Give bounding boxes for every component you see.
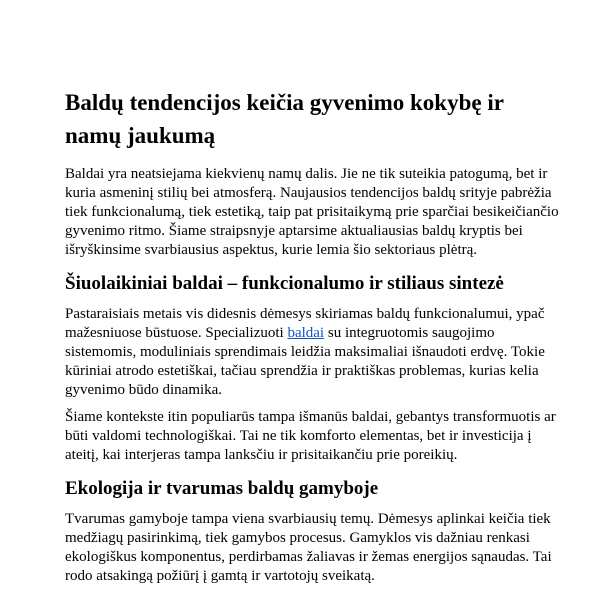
intro-paragraph: Baldai yra neatsiejama kiekvienų namų dalis. Jie ne tik suteikia patogumą, bet ir kuria asmeninį stilių bei atmosferą. Naujausios tendencijos baldų srityje pabrėžia tiek funkcionalumą, tiek estetiką, taip pat prisitaikymą prie sparčiai besikeičiančio gyvenimo ritmo. Šiame straipsnyje aptarsime aktualiausias baldų kryptis bei išryškinsime svarbiausius aspektus, kurie lemia šio sektoriaus plėtrą. — [65, 166, 559, 258]
section1-paragraph-1 — [65, 305, 560, 400]
document-title: Baldų tendencijos keičia gyvenimo kokybę ir namų jaukumą — [65, 90, 504, 148]
section-heading-ecology: Ekologija ir tvarumas baldų gamyboje — [65, 478, 379, 499]
section1-paragraph-2: Šiame kontekste itin populiarūs tampa išmanūs baldai, gebantys transformuotis ar būti valdomi technologiškai. Tai ne tik komforto elementas, bet ir investicija į ateitį, kai interjeras tampa lanksčiu ir prisitaikančiu prie poreikių. — [65, 409, 556, 463]
inline-link-baldai[interactable]: baldai — [287, 325, 325, 341]
paragraph-text-before-link: Pastaraisiais metais vis didesnis dėmesys skiriamas baldų funkcionalumui, ypač mažesniuose būstuose. Specializuoti — [65, 306, 545, 341]
section2-paragraph-1: Tvarumas gamyboje tampa viena svarbiausių temų. Dėmesys aplinkai keičia tiek medžiagų pasirinkimą, tiek gamybos procesus. Gamyklos vis dažniau renkasi ekologiškus komponentus, perdirbamas žaliavas ir žemas energijos sąnaudas. Tai rodo atsakingą požiūrį į gamtą ir vartotojų sveikatą. — [65, 511, 552, 584]
section-heading-modern-furniture: Šiuolaikiniai baldai – funkcionalumo ir stiliaus sintezė — [65, 273, 504, 294]
paragraph-text-after-link: su integruotomis saugojimo sistemomis, moduliniais sprendimais leidžia maksimaliai išnaudoti erdvę. Tokie kūriniai atrodo estetiškai, tačiau sprendžia ir praktiškas problemas, kurias kelia gyvenimo būdo dinamika. — [65, 325, 545, 398]
